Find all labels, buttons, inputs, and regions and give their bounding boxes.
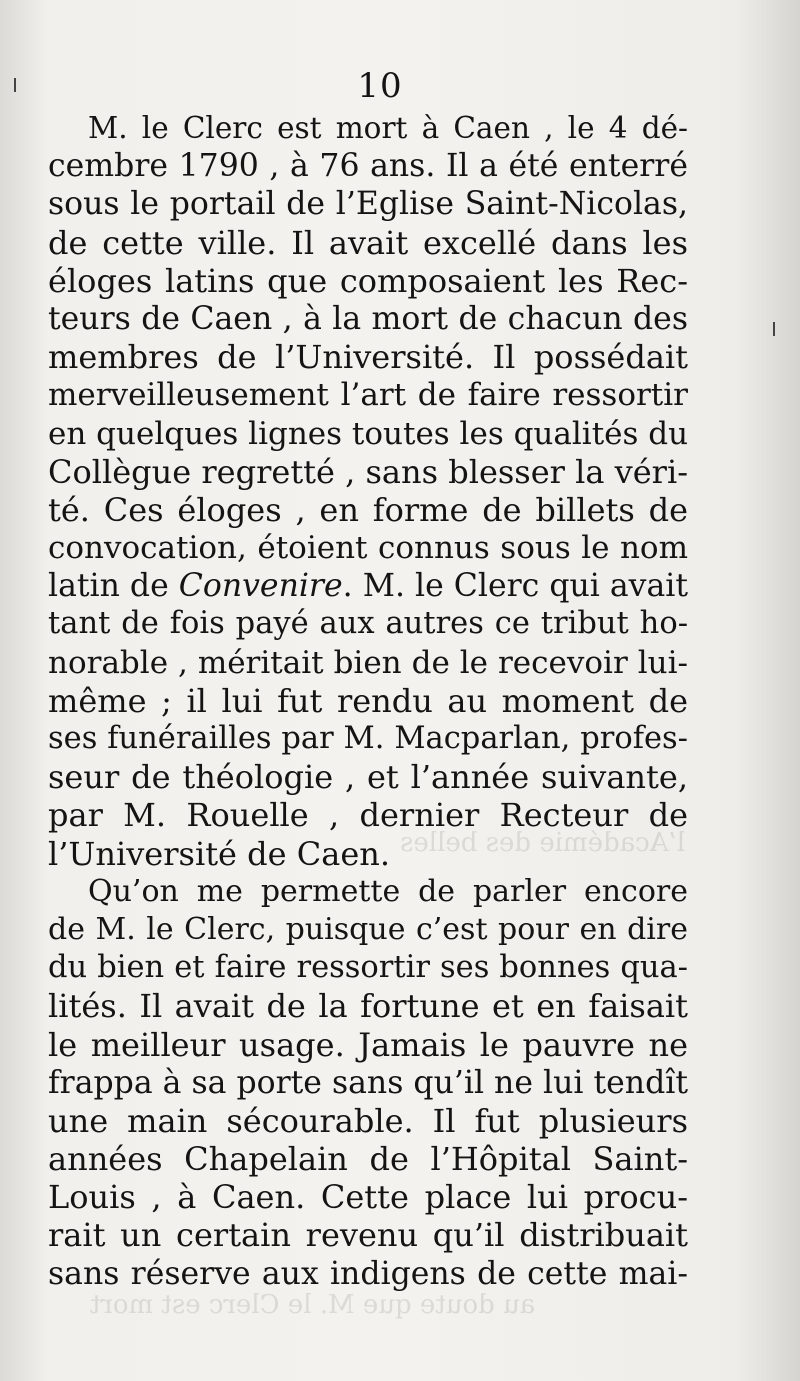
text-line: frappa à sa porte sans qu’il ne lui tendît [48, 1064, 688, 1101]
text-line: M. le Clerc est mort à Caen , le 4 dé- [88, 111, 688, 145]
show-through-text: au doute que M. le Clerc est mort [90, 1290, 536, 1320]
text-line: lités. Il avait de la fortune et en faisait [48, 987, 688, 1026]
text-line: cembre 1790 , à 76 ans. Il a été enterré [48, 148, 688, 185]
text-line: merveilleusement l’art de faire ressortir [48, 377, 688, 414]
text-line: sans réserve aux indigens de cette mai- [48, 1255, 688, 1292]
text-line: même ; il lui fut rendu au moment de [48, 681, 688, 720]
show-through-text: l’Académie des belles [400, 828, 686, 858]
text-line: seur de théologie , et l’année suivante, [48, 758, 688, 797]
text-line: l’Université de Caen. [48, 834, 391, 873]
text-line: tant de fois payé aux autres ce tribut ho- [48, 606, 688, 642]
text-line: en quelques lignes toutes les qualités du [48, 415, 689, 452]
text-line: rait un certain revenu qu’il distribuait [48, 1216, 688, 1255]
text-line: convocation, étoient connus sous le nom [48, 530, 688, 567]
text-line: du bien et faire ressortir ses bonnes qua- [48, 950, 688, 986]
text-line: de cette ville. Il avait excellé dans les [48, 223, 688, 262]
text-line: le meilleur usage. Jamais le pauvre ne [48, 1025, 688, 1064]
page-edge-mark [773, 322, 775, 336]
text-line: teurs de Caen , à la mort de chacun des [48, 300, 688, 337]
text-line: membres de l’Université. Il possédait [48, 338, 688, 377]
text-line: Collègue regretté , sans blesser la véri- [48, 452, 688, 491]
text-line: de M. le Clerc, puisque c’est pour en dire [48, 911, 688, 947]
text-line: norable , méritait bien de le recevoir lui- [48, 644, 688, 681]
text-line: éloges latins que composaient les Rec- [48, 261, 688, 300]
text-line: sous le portail de l’Eglise Saint-Nicolas, [48, 186, 688, 223]
text-line: une main sécourable. Il fut plusieurs [48, 1101, 688, 1140]
text-line: années Chapelain de l’Hôpital Saint- [48, 1140, 688, 1179]
text-line: par M. Rouelle , dernier Recteur de [48, 796, 688, 835]
text-line: té. Ces éloges , en forme de billets de [48, 490, 688, 529]
text-line: latin de Convenire. M. le Clerc qui avait [48, 568, 688, 605]
page-number: 10 [357, 66, 403, 106]
text-line: ses funérailles par M. Macparlan, profes- [48, 721, 688, 756]
text-line: Qu’on me permette de parler encore [88, 873, 688, 909]
body-text [48, 109, 688, 1293]
text-line: Louis , à Caen. Cette place lui procu- [48, 1178, 688, 1217]
